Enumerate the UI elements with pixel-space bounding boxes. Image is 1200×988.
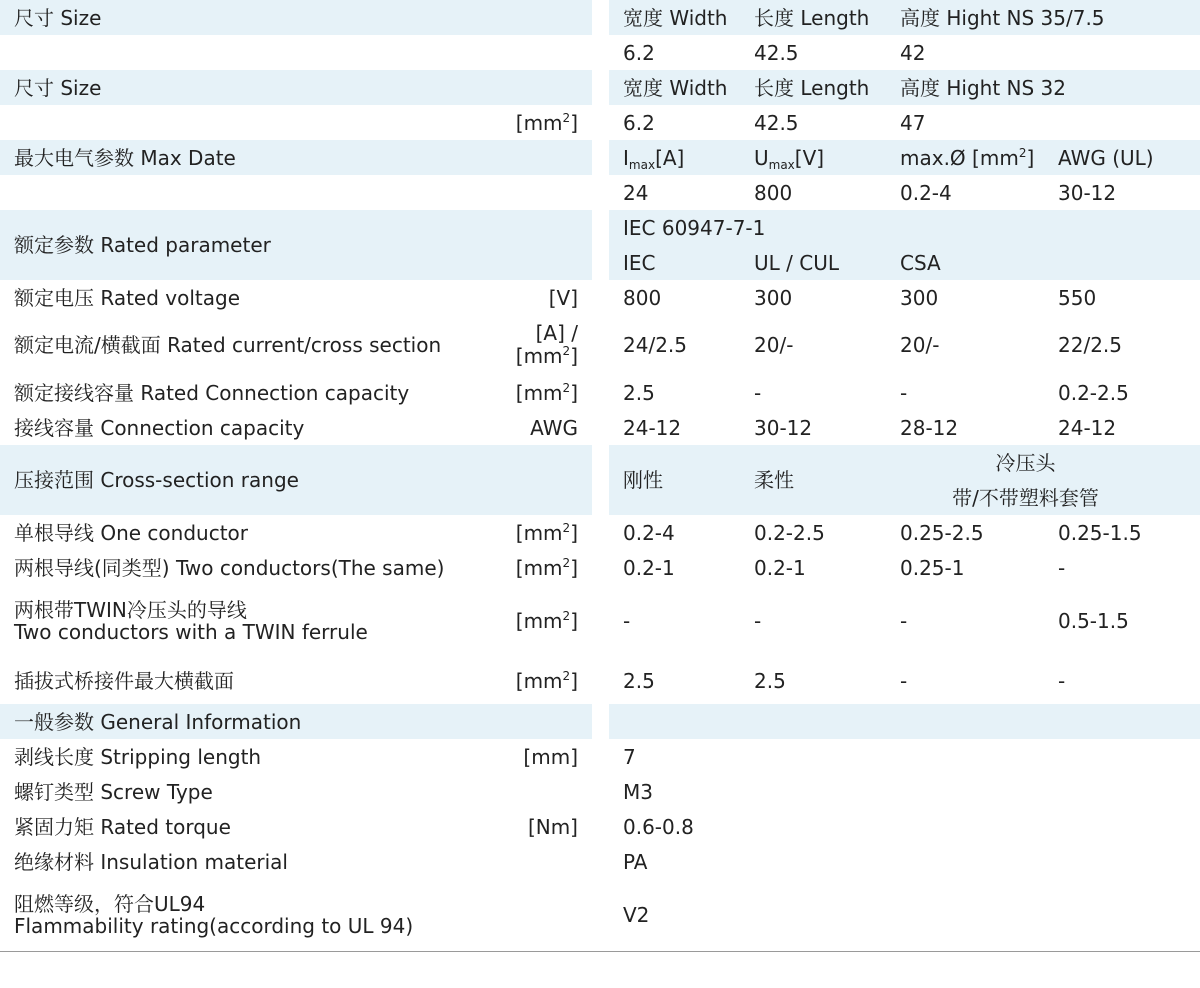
value-ul: 300 [754,285,793,310]
stripping-length-value: 7 [623,744,636,769]
connection-awg-row [0,410,1200,445]
value-extra: 24-12 [1058,415,1117,440]
torque-row [0,809,1200,844]
rated-standard: IEC 60947-7-1 [623,215,766,240]
two-conductors-row [0,550,1200,585]
rated-voltage-label: 额定电压 Rated voltage [14,285,240,310]
insulation-row [0,844,1200,879]
header-ferrule [886,445,1200,515]
ferrule-line-2: 带/不带塑料套管 [952,485,1099,510]
value-ferrule: 0.25-2.5 [900,520,984,545]
value-max-cross: 0.2-4 [900,180,952,205]
unit-mm2: $[mm^2]$ [515,609,578,633]
value-ul: 20/- [754,333,794,357]
value-extra: 550 [1058,285,1097,310]
value-ferrule-sleeve: - [1058,555,1066,580]
flammability-label: 阻燃等级，符合UL94 Flammability rating(according to UL 94) [14,892,414,938]
screw-type-label: 螺钉类型 Screw Type [14,779,213,804]
max-date-label: 最大电气参数 Max Date [0,140,592,175]
one-conductor-row [0,515,1200,550]
value-awg-ul: 30-12 [1058,180,1117,205]
torque-label: 紧固力矩 Rated torque [14,814,231,839]
value-width: 6.2 [623,40,655,65]
unit-mm2: $[mm^2]$ [515,110,578,135]
header-rigid: 刚性 [609,445,740,515]
header-umax: $U_{max}[V]$ [740,140,886,175]
value-ul: - [754,380,762,405]
general-info-row [0,704,1200,739]
unit-mm2: $[mm^2]$ [515,668,578,693]
unit-mm2: $[mm^2]$ [515,555,578,580]
unit-v: [V] [548,285,578,310]
value-iec: 24/2.5 [623,333,687,357]
value-rigid: 2.5 [623,668,655,693]
value-csa: 20/- [900,333,940,357]
bridge-row [0,657,1200,704]
one-conductor-label: 单根导线 One conductor [14,520,249,545]
value-extra: 0.2-2.5 [1058,380,1129,405]
rated-parameter-row [0,210,1200,280]
unit-nm: [Nm] [527,814,578,839]
rated-capacity-row [0,375,1200,410]
max-date-values-row [0,175,1200,210]
value-height: 42 [900,40,926,65]
value-ferrule-sleeve: - [1058,668,1066,693]
unit-awg: AWG [530,415,578,440]
cross-section-range-row [0,445,1200,515]
value-width: 6.2 [623,110,655,135]
approval-ul-cul: UL / CUL [754,250,839,275]
header-awg-ul: AWG (UL) [1044,140,1200,175]
max-date-header-row [0,140,1200,175]
value-iec: 2.5 [623,380,655,405]
rated-capacity-label: 额定接线容量 Rated Connection capacity [14,380,410,405]
connection-capacity-label: 接线容量 Connection capacity [14,415,305,440]
unit-mm2: $[mm^2]$ [515,380,578,405]
header-length: 长度 Length [740,70,886,105]
value-ul: 30-12 [754,415,813,440]
bridge-label: 插拔式桥接件最大横截面 [14,668,234,693]
value-umax: 800 [754,180,793,205]
cross-section-range-label: 压接范围 Cross-section range [0,445,592,515]
value-ferrule: - [900,609,908,633]
value-csa: 300 [900,285,939,310]
value-flexible: 0.2-2.5 [754,520,825,545]
insulation-value: PA [623,849,648,874]
header-length: 长度 Length [740,0,886,35]
rated-parameter-label: 额定参数 Rated parameter [0,210,592,280]
rated-current-label: 额定电流/横截面 Rated current/cross section [14,333,442,357]
insulation-label: 绝缘材料 Insulation material [14,849,288,874]
unit-mm: [mm] [523,744,578,769]
approval-csa: CSA [900,250,941,275]
flammability-row [0,879,1200,951]
ferrule-line-1: 冷压头 [995,450,1056,475]
value-flexible: 2.5 [754,668,786,693]
twin-ferrule-label: 两根带TWIN冷压头的导线 Two conductors with a TWIN ferrule [14,598,368,644]
header-max-cross: max.Ø $[mm^2]$ [886,140,1044,175]
rated-current-row [0,315,1200,375]
size-label: 尺寸 Size [0,0,592,35]
size-header-row-2 [0,70,1200,105]
value-ferrule: - [900,668,908,693]
size-values-row-2 [0,105,1200,140]
torque-value: 0.6-0.8 [623,814,694,839]
general-info-label: 一般参数 General Information [0,704,592,739]
two-conductors-label: 两根导线(同类型) Two conductors(The same) [14,555,445,580]
header-width: 宽度 Width [609,0,740,35]
value-csa: - [900,380,908,405]
stripping-length-row [0,739,1200,774]
value-flexible: 0.2-1 [754,555,806,580]
header-height: 高度 Hight NS 32 [886,70,1200,105]
header-flexible: 柔性 [740,445,886,515]
value-flexible: - [754,609,762,633]
unit-a-mm2: [A] / $[mm^2]$ [515,321,578,368]
header-imax: $I_{max}[A]$ [609,140,740,175]
screw-type-value: M3 [623,779,653,804]
stripping-length-label: 剥线长度 Stripping length [14,744,262,769]
value-length: 42.5 [754,40,799,65]
value-length: 42.5 [754,110,799,135]
value-extra: 22/2.5 [1058,333,1122,357]
value-ferrule-sleeve: 0.5-1.5 [1058,609,1129,633]
value-rigid: 0.2-4 [623,520,675,545]
value-iec: 24-12 [623,415,682,440]
flammability-value: V2 [623,903,650,927]
size-label: 尺寸 Size [0,70,592,105]
value-iec: 800 [623,285,662,310]
rated-voltage-row [0,280,1200,315]
size-header-row-1 [0,0,1200,35]
approval-iec: IEC [623,250,656,275]
unit-mm2: $[mm^2]$ [515,520,578,545]
value-ferrule: 0.25-1 [900,555,965,580]
value-rigid: - [623,609,631,633]
value-imax: 24 [623,180,649,205]
header-height: 高度 Hight NS 35/7.5 [886,0,1200,35]
header-width: 宽度 Width [609,70,740,105]
size-values-row-1 [0,35,1200,70]
value-csa: 28-12 [900,415,959,440]
value-rigid: 0.2-1 [623,555,675,580]
value-height: 47 [900,110,926,135]
screw-type-row [0,774,1200,809]
value-ferrule-sleeve: 0.25-1.5 [1058,520,1142,545]
twin-ferrule-row [0,585,1200,657]
